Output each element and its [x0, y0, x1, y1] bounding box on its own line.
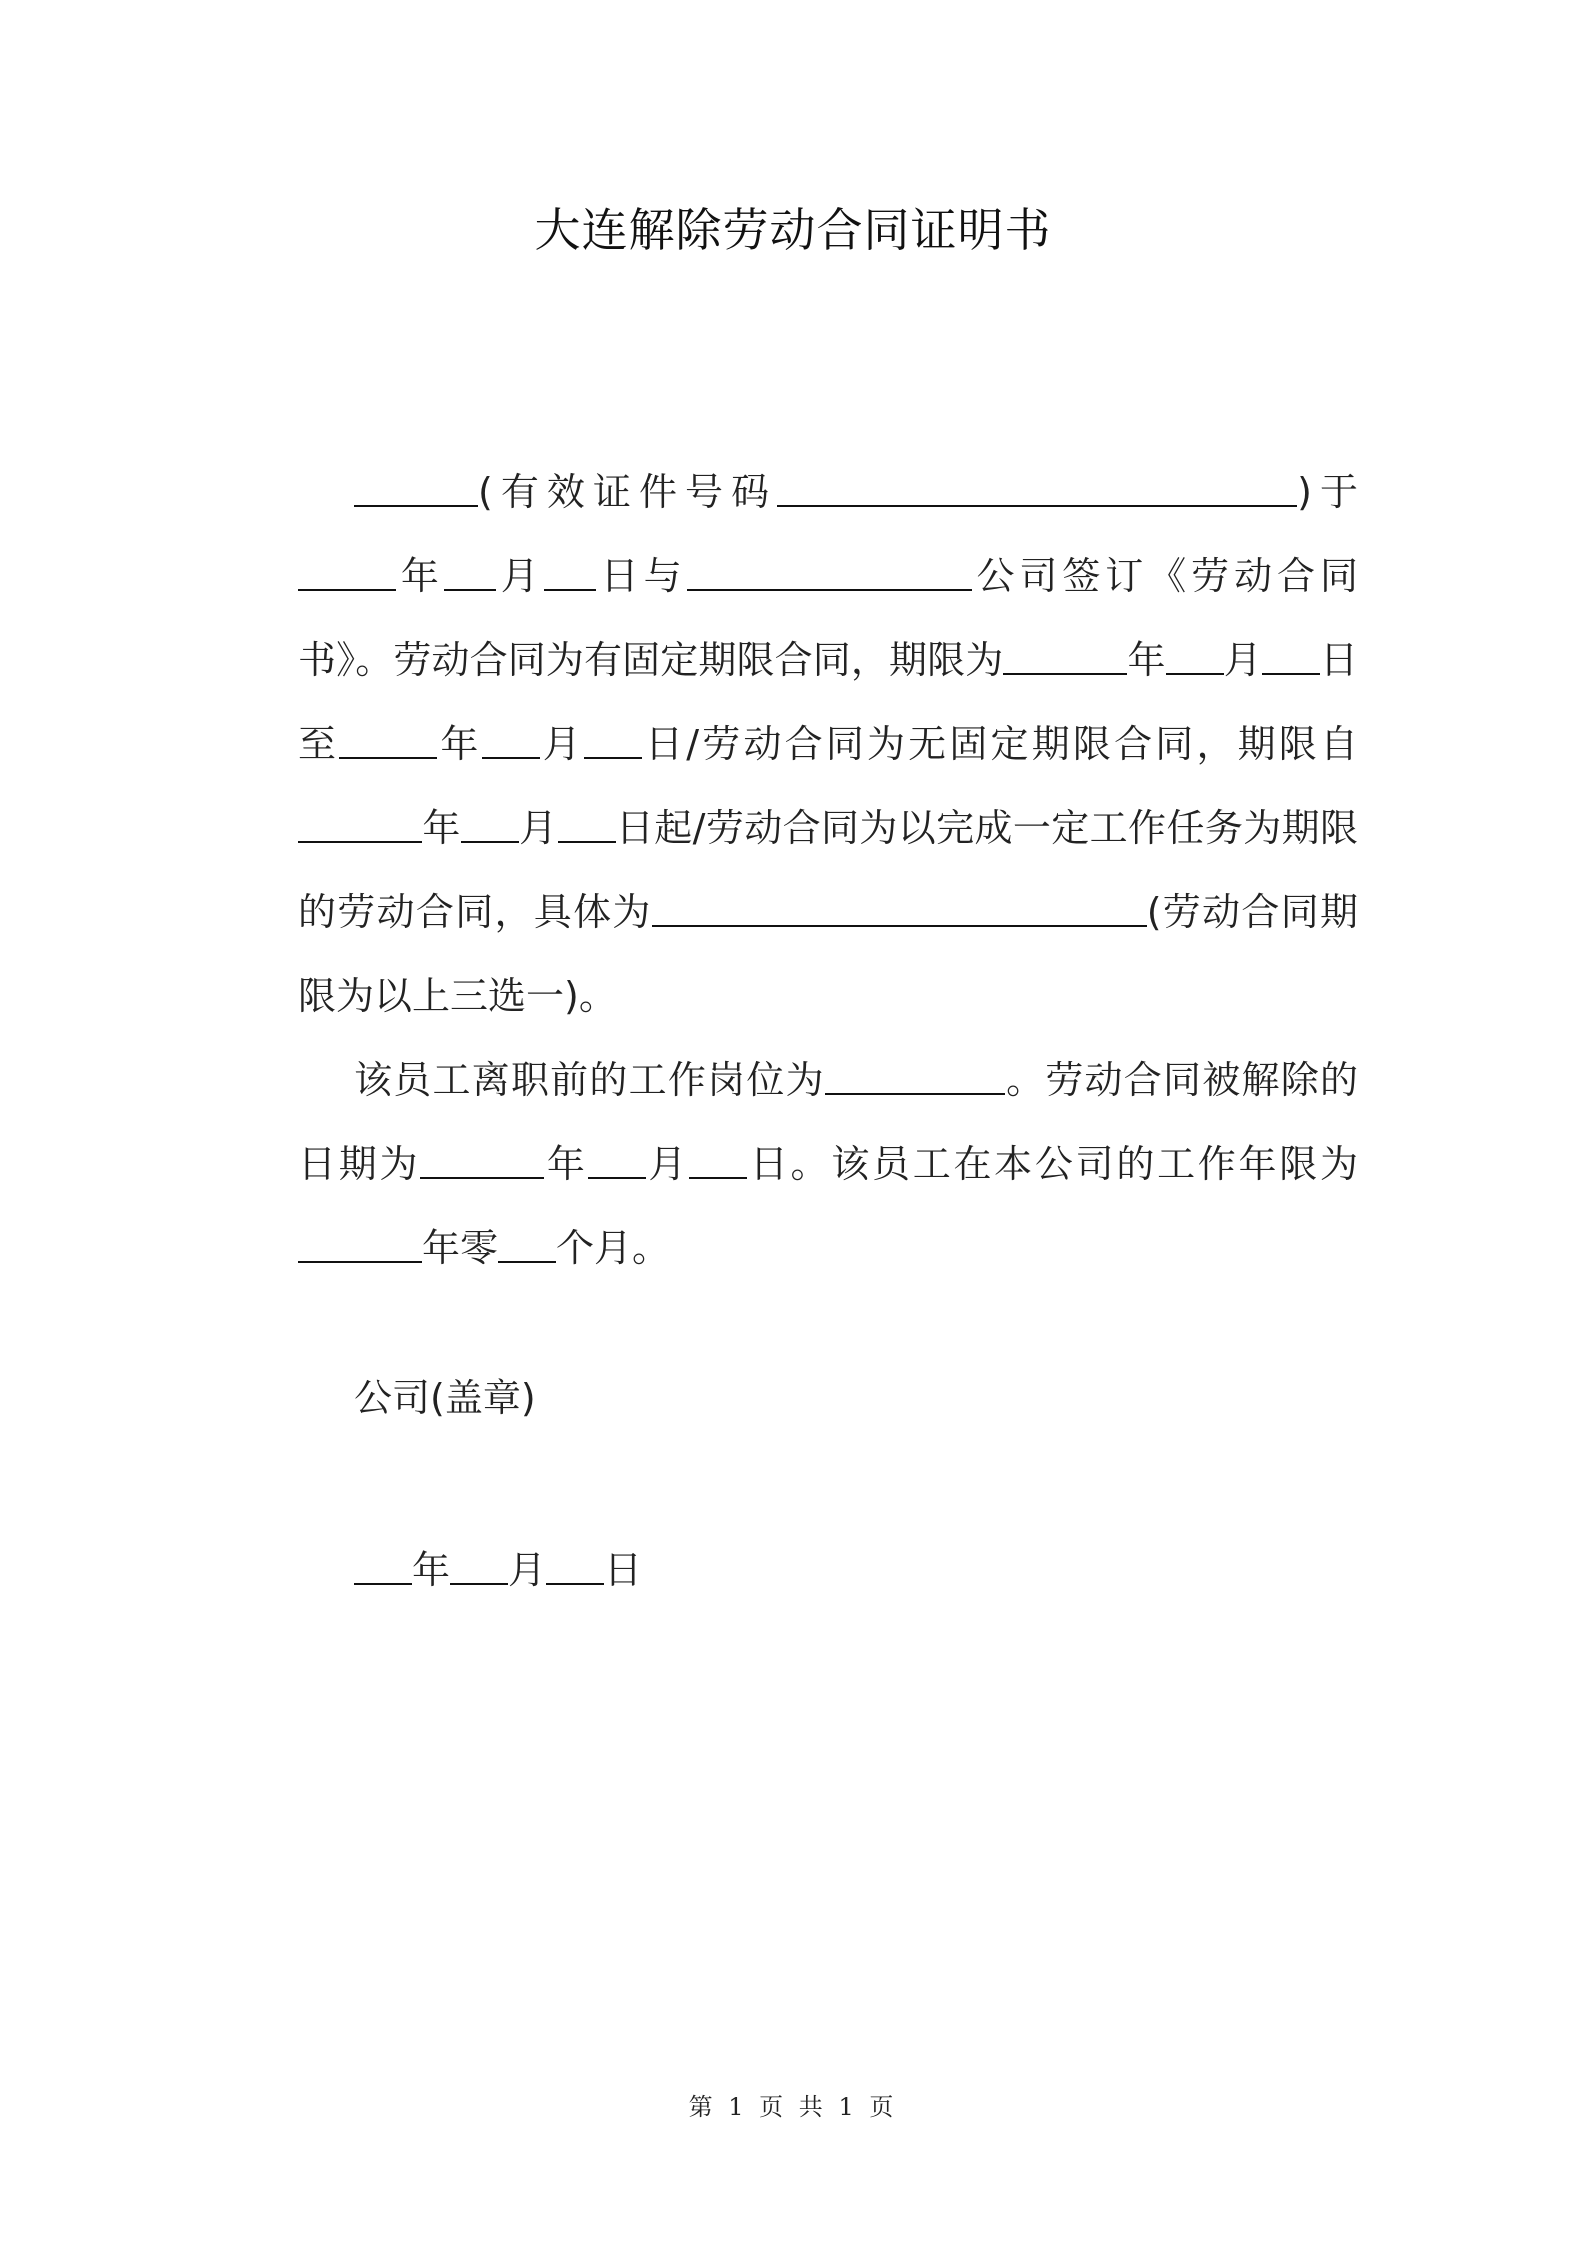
text-segment: 日。该员工在本公司的工作年限为	[747, 1142, 1358, 1186]
text-segment: )于	[1297, 470, 1359, 514]
page-footer: 第 1 页 共 1 页	[688, 2093, 898, 2121]
text-segment: 年	[422, 806, 461, 850]
blank-date-day[interactable]	[546, 1543, 604, 1585]
text-segment: (有效证件号码	[478, 470, 778, 514]
text-segment: 月	[539, 722, 584, 766]
blank-date-year[interactable]	[354, 1543, 412, 1585]
text-segment: 该员工离职前的工作岗位为	[354, 1058, 825, 1102]
blank-tenure-years[interactable]	[298, 1221, 422, 1263]
blank-termination-year[interactable]	[420, 1137, 544, 1179]
text-segment: 年	[544, 1142, 588, 1186]
blank-fixed-start-year[interactable]	[1003, 633, 1127, 675]
blank-termination-day[interactable]	[689, 1137, 747, 1179]
blank-date-month[interactable]	[450, 1543, 508, 1585]
text-segment: 月	[495, 554, 544, 598]
text-segment: 月	[518, 806, 558, 850]
blank-id-number[interactable]	[777, 465, 1297, 507]
document-title: 大连解除劳动合同证明书	[534, 203, 1052, 257]
blank-sign-year[interactable]	[298, 549, 396, 591]
blank-fixed-start-month[interactable]	[1166, 633, 1224, 675]
text-segment: 年零	[422, 1226, 499, 1270]
blank-open-start-day[interactable]	[558, 801, 616, 843]
text-segment: 年	[437, 722, 482, 766]
blank-open-start-year[interactable]	[298, 801, 422, 843]
signature-date	[354, 1540, 642, 1600]
blank-fixed-start-day[interactable]	[1262, 633, 1320, 675]
blank-position[interactable]	[825, 1053, 1005, 1095]
text-segment: (劳动合同期限为以上三选一)。	[298, 890, 1358, 1018]
blank-sign-month[interactable]	[444, 549, 496, 591]
blank-fixed-end-year[interactable]	[339, 717, 437, 759]
document-body	[298, 450, 1358, 1290]
blank-company[interactable]	[687, 549, 972, 591]
date-year-label: 年	[412, 1548, 451, 1592]
blank-fixed-end-month[interactable]	[482, 717, 540, 759]
blank-tenure-months[interactable]	[498, 1221, 556, 1263]
text-segment: 公司签订《劳动合同书》。劳动合同为有固定期限合同，期限为	[298, 554, 1358, 682]
text-segment: 月	[645, 1142, 690, 1186]
blank-sign-day[interactable]	[544, 549, 596, 591]
blank-open-start-month[interactable]	[461, 801, 519, 843]
date-day-label: 日	[604, 1548, 643, 1592]
blank-termination-month[interactable]	[588, 1137, 646, 1179]
blank-name[interactable]	[354, 465, 478, 507]
blank-fixed-end-day[interactable]	[584, 717, 642, 759]
blank-task-description[interactable]	[652, 885, 1147, 927]
text-segment: 年	[396, 554, 444, 598]
text-segment: 日起/劳动合同为以完成一定工作任务为期限的劳动合同，具体为	[298, 806, 1358, 934]
text-segment: 个月。	[556, 1226, 671, 1270]
company-stamp-label: 公司(盖章)	[354, 1376, 536, 1420]
date-month-label: 月	[508, 1548, 547, 1592]
text-segment: 年	[1127, 638, 1166, 682]
paragraph-termination-info	[298, 1038, 1358, 1290]
text-segment: 日至	[298, 638, 1358, 766]
text-segment: 日/劳动合同为无固定期限合同，期限自	[641, 722, 1358, 766]
text-segment: 。劳动合同被解除的日期为	[298, 1058, 1358, 1186]
paragraph-contract-info	[298, 450, 1358, 1038]
text-segment: 月	[1223, 638, 1262, 682]
text-segment: 日与	[595, 554, 687, 598]
